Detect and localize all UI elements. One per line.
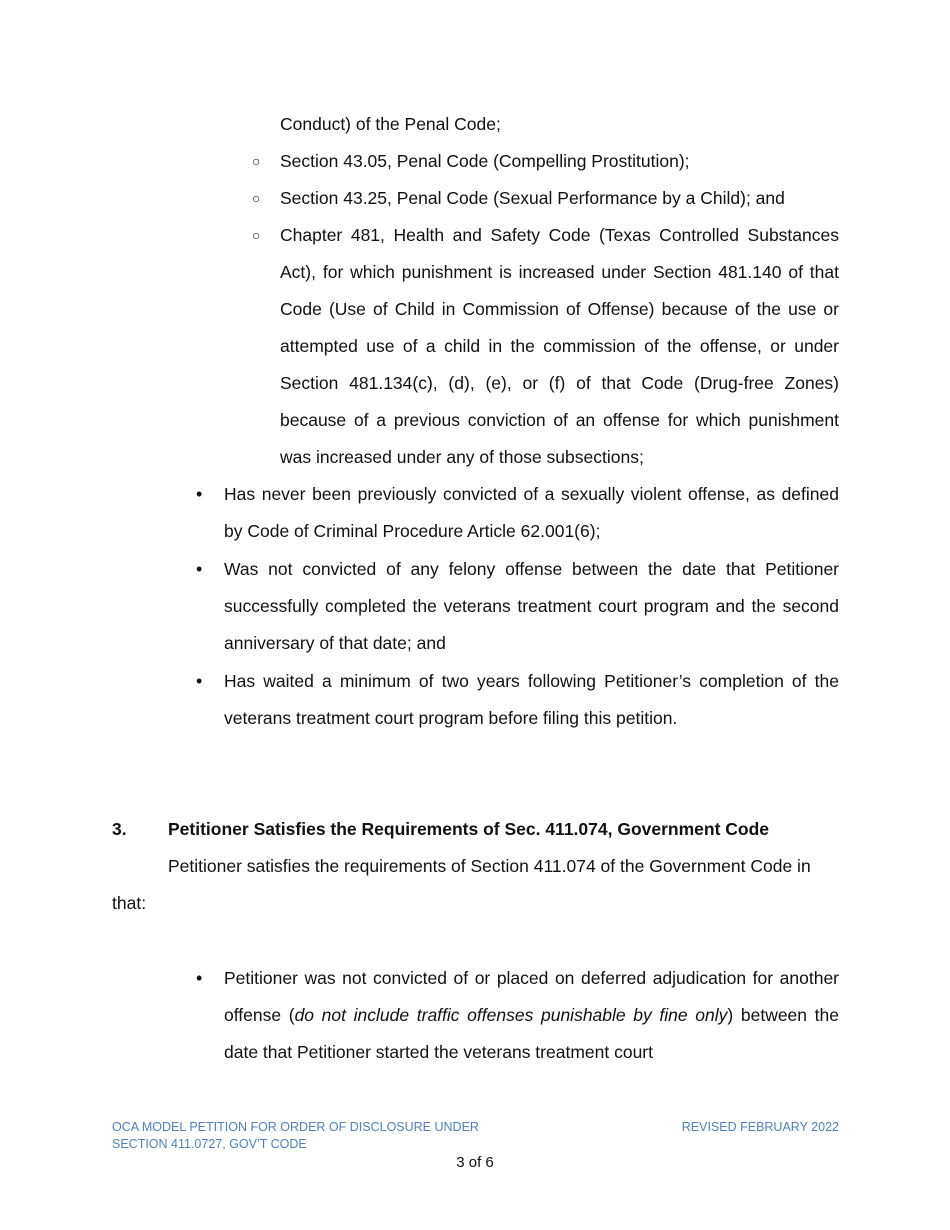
government-code-list	[196, 960, 839, 1072]
list-item-text: Has waited a minimum of two years following Petitioner’s completion of the veterans treatment court program before filing this petition.	[224, 671, 839, 728]
list-item-text: Chapter 481, Health and Safety Code (Texas Controlled Substances Act), for which punishment is increased under Section 481.140 of that Code (Use of Child in Commission of Offense) because of the use or attempted use of a child in the commission of the offense, or under Section 481.134(c), (d), (e), or (f) of that Code (Drug-free Zones) because of a previous conviction of an offense for which punishment was increased under any of those subsections;	[280, 225, 839, 467]
list-item-text-end: ) between the date that Petitioner started the veterans treatment court	[224, 1005, 840, 1062]
list-item	[252, 217, 839, 476]
list-item-text: Section 43.05, Penal Code (Compelling Prostitution);	[280, 151, 690, 171]
list-item-italic-note: do not include traffic offenses punishable by fine only	[294, 1005, 728, 1025]
list-continuation: Conduct) of the Penal Code;	[280, 114, 501, 134]
section-paragraph	[112, 848, 839, 922]
footer-title	[112, 1119, 479, 1153]
sub-offense-list	[252, 106, 839, 476]
list-item-text-start: Petitioner was not convicted of or placed on deferred adjudication for another offense (	[224, 968, 839, 1025]
list-item	[196, 551, 839, 662]
circle-bullet-icon: ○	[252, 153, 261, 169]
list-item	[196, 476, 839, 550]
footer-revision: REVISED FEBRUARY 2022	[681, 1120, 839, 1134]
section-title: Petitioner Satisfies the Requirements of Sec. 411.074, Government Code	[168, 819, 770, 839]
list-item	[252, 180, 839, 217]
circle-bullet-icon: ○	[252, 190, 261, 206]
bullet-icon: •	[196, 968, 203, 988]
list-item-text: Section 43.25, Penal Code (Sexual Performance by a Child); and	[280, 188, 785, 208]
section-number: 3.	[112, 819, 127, 839]
circle-bullet-icon: ○	[252, 227, 261, 243]
footer-title-line: OCA MODEL PETITION FOR ORDER OF DISCLOSURE UNDER	[112, 1120, 479, 1134]
list-item	[196, 960, 839, 1071]
list-item-text: Was not convicted of any felony offense between the date that Petitioner successfully completed the veterans treatment court program and the second anniversary of that date; and	[224, 559, 839, 653]
requirements-list	[196, 476, 839, 738]
footer-title-line: SECTION 411.0727, GOV’T CODE	[112, 1137, 307, 1151]
bullet-icon: •	[196, 484, 203, 504]
bullet-icon: •	[196, 559, 203, 579]
page-number: 3 of 6	[456, 1154, 494, 1171]
list-item-text: Has never been previously convicted of a sexually violent offense, as defined by Code of Criminal Procedure Article 62.001(6);	[224, 484, 839, 541]
list-item	[196, 663, 839, 737]
bullet-icon: •	[196, 671, 203, 691]
section-heading	[112, 811, 839, 848]
paragraph-text: Petitioner satisfies the requirements of Section 411.074 of the Government Code in that:	[112, 856, 811, 913]
list-item	[252, 143, 839, 180]
